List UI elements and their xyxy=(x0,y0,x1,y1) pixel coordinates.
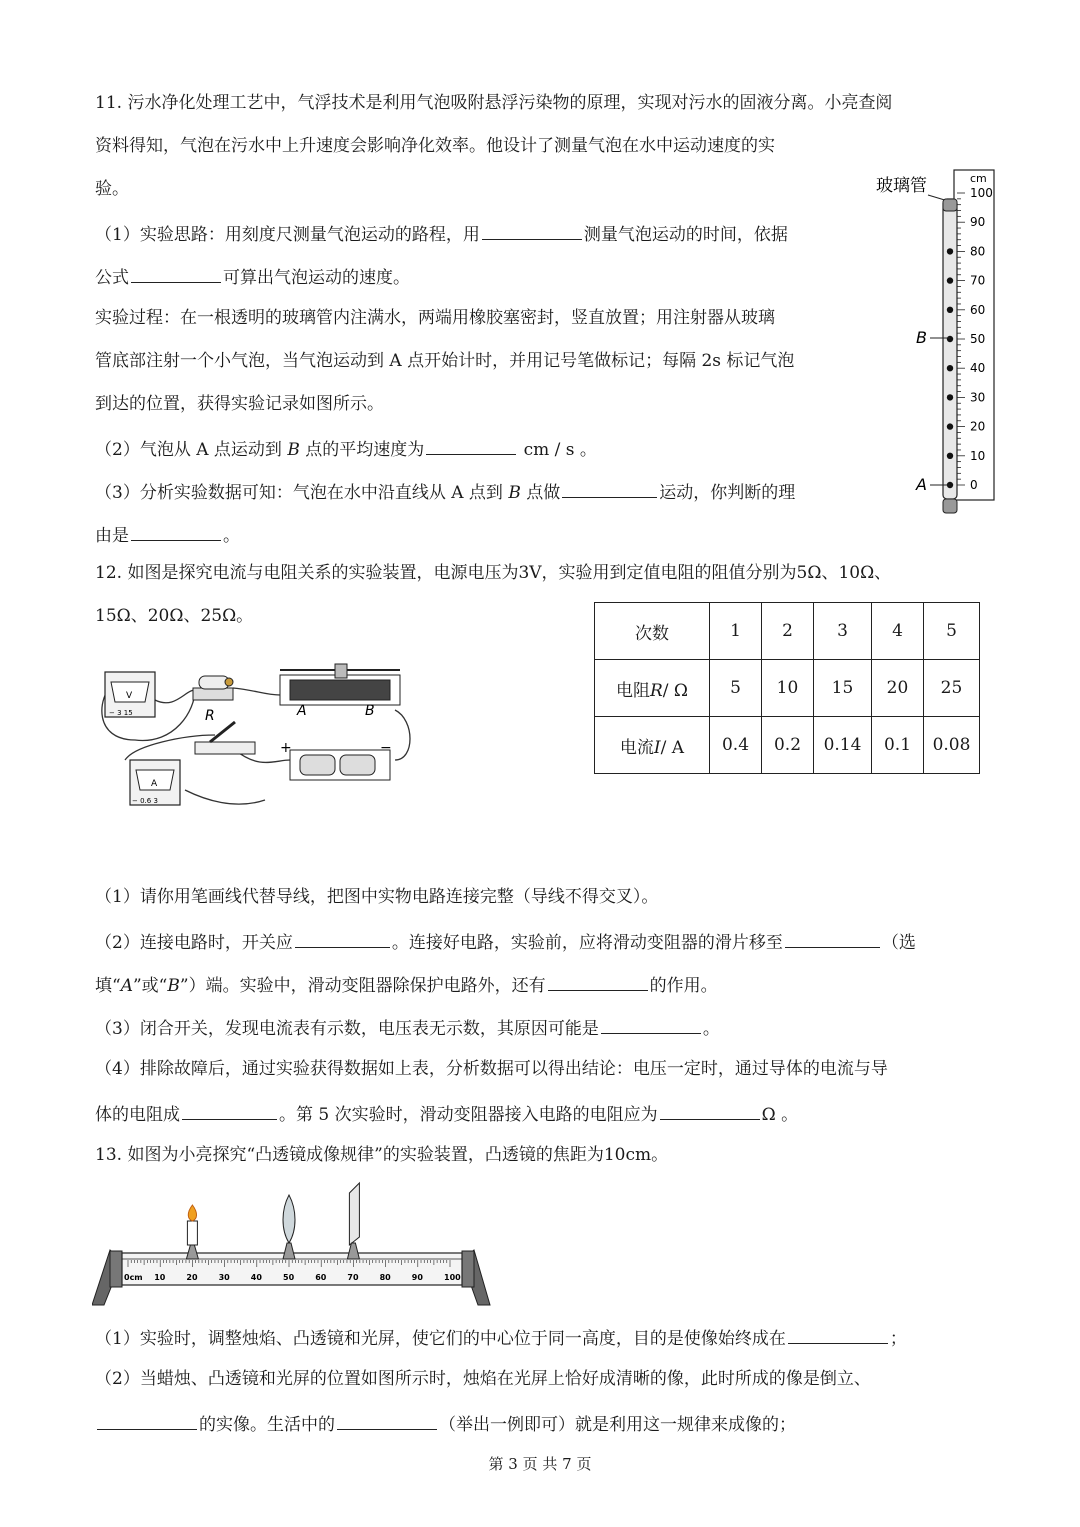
q11-intro-line-2: 资料得知，气泡在污水中上升速度会影响净化效率。他设计了测量气泡在水中运动速度的实 xyxy=(95,136,775,156)
q11-p1-text-a: （1）实验思路：用刻度尺测量气泡运动的路程，用 xyxy=(95,225,480,245)
row-label-text: 电流 xyxy=(619,737,654,758)
lens-holder xyxy=(283,1243,295,1259)
table-cell: 4 xyxy=(872,603,924,660)
q12-part-1: （1）请你用笔画线代替导线，把图中实物电路连接完整（导线不得交叉）。 xyxy=(95,887,659,907)
tube-label: 玻璃管 xyxy=(876,176,927,196)
battery-cell xyxy=(300,755,335,775)
q11-procedure-3: 到达的位置，获得实验记录如图所示。 xyxy=(95,394,384,414)
bench-tick-label: 40 xyxy=(250,1273,262,1282)
q13-part-2: （2）当蜡烛、凸透镜和光屏的位置如图所示时，烛焰在光屏上恰好成清晰的像，此时所成的像是倒立、 xyxy=(95,1369,871,1389)
ruler-tick-label: 70 xyxy=(970,273,986,288)
ruler-tick-label: 90 xyxy=(970,215,986,230)
table-cell: 0.4 xyxy=(710,717,762,774)
q12-p4-text-d: Ω 。 xyxy=(761,1105,799,1125)
bubble-mark xyxy=(947,277,953,283)
q11-procedure-2: 管底部注射一个小气泡，当气泡运动到 A 点开始计时，并用记号笔做标记；每隔 2s 标记气泡 xyxy=(95,351,795,371)
bubble-mark xyxy=(947,394,953,400)
table-cell: 1 xyxy=(710,603,762,660)
q11-part-1-cont xyxy=(95,264,410,289)
row-label-symbol: R xyxy=(649,680,663,701)
resistor-base xyxy=(193,688,233,700)
battery-minus: − xyxy=(380,740,392,756)
bubble-mark xyxy=(947,248,953,254)
q12-p3-text-a: （3）闭合开关，发现电流表有示数，电压表无示数，其原因可能是 xyxy=(95,1019,599,1039)
bench-right-end xyxy=(462,1251,474,1287)
resistor xyxy=(199,676,229,689)
q11-p2-text-a: （2）气泡从 A 点运动到 xyxy=(95,440,282,460)
row-label-text: 电阻 xyxy=(615,680,650,701)
answer-blank[interactable] xyxy=(182,1101,277,1120)
rheostat-end-b: B xyxy=(365,703,375,719)
ruler-tick-label: 100 xyxy=(970,186,993,200)
q11-p1-text-d: 可算出气泡运动的速度。 xyxy=(223,268,410,288)
q12-part-2-cont xyxy=(95,972,718,997)
resistor-terminal xyxy=(225,678,233,686)
wire xyxy=(395,710,410,760)
bubble-mark xyxy=(947,365,953,371)
ammeter-symbol: A xyxy=(151,779,158,789)
q13-part-1 xyxy=(95,1325,907,1350)
bench-tick-label: 50 xyxy=(283,1273,295,1282)
q12-p2-text-f: ”或“ xyxy=(132,976,168,996)
ruler-tick-label: 50 xyxy=(970,332,986,346)
answer-blank[interactable] xyxy=(785,929,880,948)
q11-p1-text-b: 测量气泡运动的时间，依据 xyxy=(583,225,788,245)
q12-p4-text-c: 。第 5 次实验时，滑动变阻器接入电路的电阻应为 xyxy=(279,1105,658,1125)
top-stopper xyxy=(943,199,957,211)
table-cell: 20 xyxy=(872,660,924,717)
bench-tick-label: 100 xyxy=(444,1273,461,1282)
q11-p3-text-e: 由是 xyxy=(95,526,129,546)
switch-lever[interactable] xyxy=(210,722,235,742)
table-cell: 0.14 xyxy=(814,717,872,774)
answer-blank[interactable] xyxy=(295,929,390,948)
ammeter-terminals: − 0.6 3 xyxy=(132,797,158,805)
ruler-unit: cm xyxy=(970,172,987,185)
page-footer: 第 3 页 共 7 页 xyxy=(488,1455,592,1473)
q11-p3-text-a: （3）分析实验数据可知：气泡在水中沿直线从 A 点到 xyxy=(95,483,503,503)
glass-tube-figure xyxy=(870,165,1000,525)
battery-plus: + xyxy=(280,740,292,756)
data-table xyxy=(594,602,980,774)
row-label-unit: / A xyxy=(660,737,685,758)
q12-p2-text-h: ”）端。实验中，滑动变阻器除保护电路外，还有 xyxy=(179,976,546,996)
ruler-tick-label: 20 xyxy=(970,419,986,434)
q13-part-2-cont xyxy=(95,1411,796,1436)
answer-blank[interactable] xyxy=(337,1411,437,1430)
table-header-cell: 次数 xyxy=(595,603,710,660)
answer-blank[interactable] xyxy=(788,1325,888,1344)
bench-tick-label: 10 xyxy=(154,1273,166,1282)
q13-intro: 13. 如图为小亮探究“凸透镜成像规律”的实验装置，凸透镜的焦距为10cm。 xyxy=(95,1145,669,1165)
answer-blank[interactable] xyxy=(97,1411,197,1430)
bench-tick-label: 20 xyxy=(186,1273,198,1282)
rheostat-end-a: A xyxy=(297,703,307,719)
answer-blank[interactable] xyxy=(482,221,582,240)
q12-p2-text-b: 。连接好电路，实验前，应将滑动变阻器的滑片移至 xyxy=(391,933,783,953)
table-cell: 0.2 xyxy=(762,717,814,774)
q11-p3-text-f: 。 xyxy=(223,526,240,546)
q12-intro-line-2: 15Ω、20Ω、25Ω。 xyxy=(95,606,254,626)
wire xyxy=(155,690,195,703)
point-a-label: A xyxy=(916,475,927,494)
bench-tick-label: 70 xyxy=(347,1273,359,1282)
answer-blank[interactable] xyxy=(131,522,221,541)
circuit-figure xyxy=(95,650,425,820)
end-b-symbol: B xyxy=(167,976,180,996)
table-cell: 5 xyxy=(710,660,762,717)
optical-bench-figure xyxy=(92,1175,492,1310)
ruler-tick-label: 40 xyxy=(970,361,986,376)
table-row xyxy=(595,717,980,774)
row-label-symbol: I xyxy=(653,737,661,758)
rheostat-slider[interactable] xyxy=(335,664,347,678)
candle-flame-icon xyxy=(188,1205,196,1221)
point-b-symbol: B xyxy=(287,440,300,460)
bubble-mark xyxy=(947,453,953,459)
q13-p2-text-c: （举出一例即可）就是利用这一规律来成像的； xyxy=(439,1415,796,1435)
point-b-label: B xyxy=(916,328,927,347)
candle-body xyxy=(187,1221,197,1245)
rheostat-coil xyxy=(290,680,390,700)
q12-part-4: （4）排除故障后，通过实验获得数据如上表，分析数据可以得出结论：电压一定时，通过导体的电流与导 xyxy=(95,1059,888,1079)
table-cell: 0.08 xyxy=(924,717,980,774)
bubble-mark xyxy=(947,336,953,342)
end-a-symbol: A xyxy=(120,976,133,996)
q11-p2-unit: cm / s 。 xyxy=(523,440,597,460)
row-label-unit: / Ω xyxy=(662,680,689,701)
q12-part-2 xyxy=(95,929,916,954)
q12-p2-text-c: （选 xyxy=(881,933,916,953)
table-header-cell xyxy=(595,717,710,774)
q11-intro-line-3: 验。 xyxy=(95,179,129,199)
bench-tick-label: 80 xyxy=(379,1273,391,1282)
table-cell: 0.1 xyxy=(872,717,924,774)
answer-blank[interactable] xyxy=(548,972,648,991)
table-cell: 2 xyxy=(762,603,814,660)
q12-p3-text-b: 。 xyxy=(702,1019,720,1039)
switch-base xyxy=(195,742,255,754)
bench-tick-label: 90 xyxy=(411,1273,423,1282)
q12-p2-text-d: 填“ xyxy=(95,976,121,996)
bench-left-end xyxy=(110,1251,122,1287)
bench-tick-label: 30 xyxy=(218,1273,230,1282)
q11-procedure-1: 实验过程：在一根透明的玻璃管内注满水，两端用橡胶塞密封，竖直放置；用注射器从玻璃 xyxy=(95,308,775,328)
voltmeter-symbol: V xyxy=(126,691,133,701)
ruler-tick-label: 10 xyxy=(970,448,986,463)
table-cell: 5 xyxy=(924,603,980,660)
table-row xyxy=(595,660,980,717)
bubble-mark xyxy=(947,423,953,429)
light-screen xyxy=(347,1183,359,1259)
resistor-label: R xyxy=(205,708,215,724)
screen-icon xyxy=(349,1183,359,1245)
bench-tick-label: 0cm xyxy=(124,1273,143,1282)
convex-lens xyxy=(283,1195,295,1259)
ruler-tick-label: 30 xyxy=(970,390,986,405)
q12-part-3 xyxy=(95,1015,720,1040)
bottom-stopper xyxy=(943,499,957,513)
ruler-tick-label: 60 xyxy=(970,302,986,317)
candle-holder xyxy=(186,1245,198,1259)
q11-p2-text-c: 点的平均速度为 xyxy=(305,440,425,460)
q11-part-2 xyxy=(95,436,597,461)
q11-p3-text-d: 运动，你判断的理 xyxy=(659,483,796,503)
q13-p1-text-a: （1）实验时，调整烛焰、凸透镜和光屏，使它们的中心位于同一高度，目的是使像始终成在 xyxy=(95,1329,786,1349)
voltmeter-terminals: − 3 15 xyxy=(109,709,133,717)
q12-p2-text-i: 的作用。 xyxy=(649,976,718,996)
q11-p1-text-c: 公式 xyxy=(95,268,129,288)
q12-p2-text-a: （2）连接电路时，开关应 xyxy=(95,933,293,953)
table-cell: 10 xyxy=(762,660,814,717)
table-row xyxy=(595,603,980,660)
candle xyxy=(186,1205,198,1259)
point-b-symbol: B xyxy=(508,483,521,503)
q13-p2-text-b: 的实像。生活中的 xyxy=(199,1415,335,1435)
table-header-cell xyxy=(595,660,710,717)
q11-p3-text-c: 点做 xyxy=(526,483,561,503)
table-cell: 3 xyxy=(814,603,872,660)
lens-icon xyxy=(283,1195,295,1243)
q11-intro-line-1: 11. 污水净化处理工艺中，气浮技术是利用气泡吸附悬浮污染物的原理，实现对污水的固液分离。小亮查阅 xyxy=(95,93,893,113)
battery-cell xyxy=(340,755,375,775)
q12-intro-line-1: 12. 如图是探究电流与电阻关系的实验装置，电源电压为3V，实验用到定值电阻的阻值分别为5Ω、10Ω、 xyxy=(95,563,892,583)
answer-blank[interactable] xyxy=(131,264,221,283)
q11-part-3 xyxy=(95,479,795,504)
q11-part-1 xyxy=(95,221,788,246)
wire xyxy=(185,790,265,804)
bench-tick-label: 60 xyxy=(315,1273,327,1282)
q11-part-3-cont xyxy=(95,522,240,547)
answer-blank[interactable] xyxy=(601,1015,701,1034)
answer-blank[interactable] xyxy=(562,479,657,498)
table-cell: 15 xyxy=(814,660,872,717)
ruler-tick-label: 0 xyxy=(970,478,978,492)
wire xyxy=(233,688,280,695)
ruler-tick-label: 80 xyxy=(970,244,986,259)
q12-p4-text-b: 体的电阻成 xyxy=(95,1105,180,1125)
q12-part-4-cont xyxy=(95,1101,798,1126)
answer-blank[interactable] xyxy=(426,436,516,455)
table-cell: 25 xyxy=(924,660,980,717)
bubble-mark xyxy=(947,307,953,313)
q13-p1-text-b: ； xyxy=(889,1329,907,1349)
answer-blank[interactable] xyxy=(660,1101,760,1120)
